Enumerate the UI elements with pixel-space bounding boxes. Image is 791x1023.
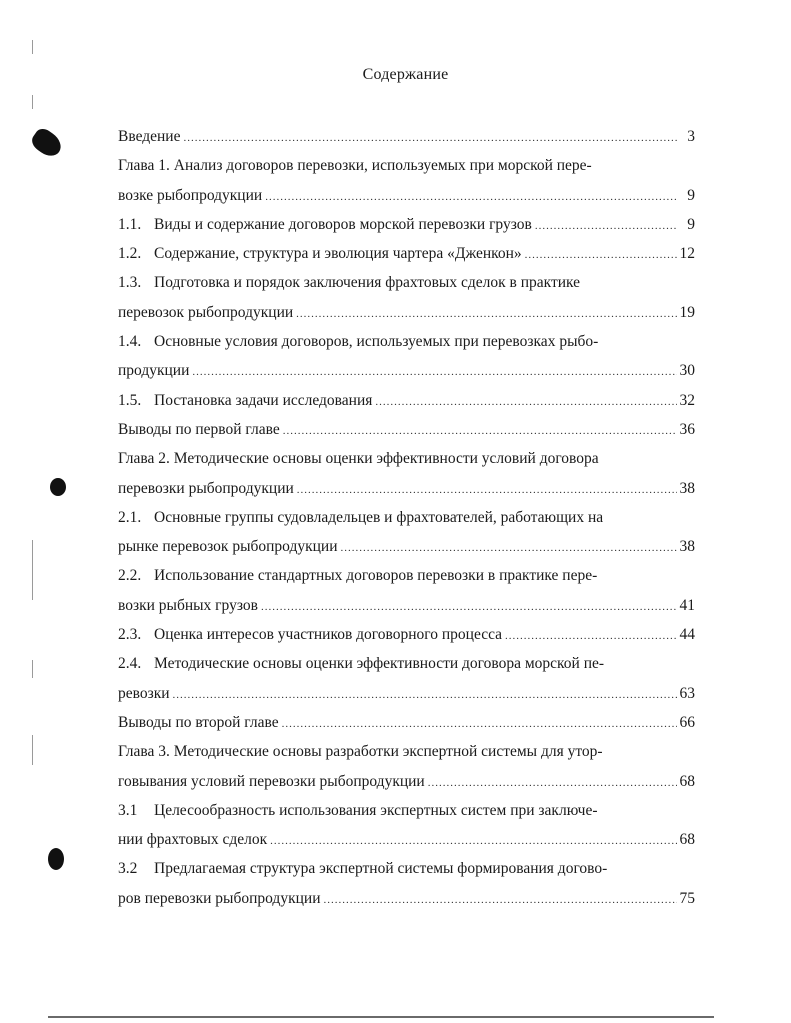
toc-page-number: 41 bbox=[679, 596, 695, 614]
toc-page-number: 36 bbox=[679, 420, 695, 438]
toc-entry-title: ров перевозки рыбопродукции bbox=[118, 889, 321, 907]
toc-entry bbox=[118, 620, 695, 649]
toc-entry-number: 2.4. bbox=[118, 655, 142, 673]
toc-entry-title: рынке перевозок рыбопродукции bbox=[118, 538, 338, 556]
toc-entry-final-line bbox=[118, 210, 695, 239]
toc-entry-final-line bbox=[118, 825, 695, 854]
scan-edge-mark bbox=[32, 40, 33, 54]
toc-entry-final-line bbox=[118, 591, 695, 620]
toc-entry-text bbox=[118, 825, 267, 854]
toc-entry-final-line bbox=[118, 415, 695, 444]
toc-entry-text bbox=[118, 532, 338, 561]
toc-entry-text bbox=[118, 474, 294, 503]
toc-entry-text: Подготовка и порядок заключения фрахтовых сделок в практике bbox=[154, 274, 581, 292]
dot-leader bbox=[323, 886, 677, 915]
toc-entry-text: Глава 1. Анализ договоров перевозки, используемых при морской пере- bbox=[118, 157, 592, 175]
toc-entry-text bbox=[118, 591, 258, 620]
dot-leader bbox=[535, 212, 677, 241]
dot-leader bbox=[270, 827, 677, 856]
toc-page-number: 30 bbox=[679, 362, 695, 380]
toc-page-number: 38 bbox=[679, 538, 695, 556]
toc-entry-text bbox=[118, 620, 502, 649]
dot-leader bbox=[341, 534, 677, 563]
dot-leader bbox=[296, 300, 677, 329]
toc-entry-title: Выводы по первой главе bbox=[118, 420, 280, 438]
toc-page-number: 44 bbox=[679, 626, 695, 644]
toc-entry-number: 3.2 bbox=[118, 860, 138, 878]
toc-entry bbox=[118, 151, 695, 210]
toc-entry bbox=[118, 327, 695, 386]
toc-entry-number: 2.3. bbox=[118, 626, 142, 644]
toc-page-number: 32 bbox=[679, 391, 695, 409]
dot-leader bbox=[283, 417, 677, 446]
scan-edge-mark bbox=[32, 735, 33, 765]
dot-leader bbox=[183, 124, 677, 153]
toc-page-number: 63 bbox=[679, 684, 695, 702]
toc-entry-text: Глава 2. Методические основы оценки эффективности условий договора bbox=[118, 450, 599, 468]
toc-entry bbox=[118, 708, 695, 737]
toc-entry-final-line bbox=[118, 767, 695, 796]
toc-entry-final-line bbox=[118, 620, 695, 649]
toc-entry-text bbox=[118, 122, 180, 151]
toc-entry-line bbox=[118, 649, 695, 678]
toc-entry-line bbox=[118, 796, 695, 825]
toc-entry-number: 1.1. bbox=[118, 215, 142, 233]
toc-entry-number: 3.1 bbox=[118, 801, 138, 819]
toc-entry-text: Методические основы оценки эффективности договора морской пе- bbox=[154, 655, 605, 673]
toc-entry bbox=[118, 268, 695, 327]
toc-entry-final-line bbox=[118, 181, 695, 210]
toc-page-number: 38 bbox=[679, 479, 695, 497]
toc-entry-text bbox=[118, 239, 522, 268]
toc-entry-final-line bbox=[118, 386, 695, 415]
toc-entry-text bbox=[118, 386, 372, 415]
toc-entry-final-line bbox=[118, 884, 695, 913]
toc-entry-text bbox=[118, 356, 189, 385]
toc-page-number: 68 bbox=[679, 772, 695, 790]
toc-entry-text bbox=[118, 708, 279, 737]
dot-leader bbox=[525, 241, 677, 270]
toc-entry-text bbox=[118, 767, 425, 796]
toc-entry-number: 1.3. bbox=[118, 274, 142, 292]
toc-page-number: 3 bbox=[687, 128, 695, 145]
toc-entry-text bbox=[118, 210, 532, 239]
toc-entry-number: 1.4. bbox=[118, 333, 142, 351]
toc-entry-line bbox=[118, 854, 695, 883]
hole-punch-mark-top bbox=[28, 125, 65, 160]
toc-page-number: 19 bbox=[679, 303, 695, 321]
toc-entry-number: 1.5. bbox=[118, 391, 142, 409]
toc-entry-text: Глава 3. Методические основы разработки экспертной системы для утор- bbox=[118, 743, 603, 761]
toc-entry-text: Целесообразность использования экспертных систем при заключе- bbox=[154, 801, 598, 819]
scan-bottom-edge bbox=[48, 1016, 714, 1018]
hole-punch-mark-bottom bbox=[48, 848, 64, 870]
toc-entry-title: говывания условий перевозки рыбопродукции bbox=[118, 772, 425, 790]
toc-entry-title: продукции bbox=[118, 362, 190, 380]
toc-entry-final-line bbox=[118, 474, 695, 503]
toc-entry-text: Основные условия договоров, используемых при перевозках рыбо- bbox=[154, 333, 599, 351]
dot-leader bbox=[375, 388, 677, 417]
toc-entry-title: возке рыбопродукции bbox=[118, 186, 263, 204]
dot-leader bbox=[192, 358, 677, 387]
toc-entry bbox=[118, 444, 695, 503]
toc-entry-final-line bbox=[118, 298, 695, 327]
dot-leader bbox=[428, 769, 677, 798]
toc-entry-title: Выводы по второй главе bbox=[118, 713, 279, 731]
toc-entry-final-line bbox=[118, 532, 695, 561]
toc-entry-line bbox=[118, 503, 695, 532]
toc-entry bbox=[118, 503, 695, 562]
toc-entry-title: возки рыбных грузов bbox=[118, 596, 258, 614]
toc-entry-line bbox=[118, 151, 695, 180]
toc-entry-text bbox=[118, 181, 262, 210]
toc-entry bbox=[118, 210, 695, 239]
toc-entry-title: Виды и содержание договоров морской перевозки грузов bbox=[154, 215, 532, 233]
toc-entry bbox=[118, 649, 695, 708]
toc-page-number: 12 bbox=[679, 245, 695, 263]
toc-page-number: 9 bbox=[687, 215, 695, 233]
hole-punch-mark-middle bbox=[50, 478, 66, 496]
toc-entry bbox=[118, 854, 695, 913]
toc-page-number: 9 bbox=[687, 186, 695, 204]
toc-entry bbox=[118, 122, 695, 151]
toc-entry-title: Оценка интересов участников договорного процесса bbox=[154, 626, 503, 644]
toc-entry-number: 2.2. bbox=[118, 567, 142, 585]
toc-entry-line bbox=[118, 444, 695, 473]
toc-entry-title: перевозок рыбопродукции bbox=[118, 303, 294, 321]
dot-leader bbox=[261, 593, 677, 622]
toc-entry-final-line bbox=[118, 239, 695, 268]
dot-leader bbox=[505, 622, 677, 651]
toc-entry-final-line bbox=[118, 122, 695, 151]
toc-entry-line bbox=[118, 268, 695, 297]
dot-leader bbox=[282, 710, 677, 739]
toc-entry-text bbox=[118, 884, 320, 913]
toc-entry-number: 2.1. bbox=[118, 508, 142, 526]
toc-entry-text bbox=[118, 679, 170, 708]
toc-page-number: 75 bbox=[679, 889, 695, 907]
toc-entry bbox=[118, 796, 695, 855]
toc-entry bbox=[118, 386, 695, 415]
toc-entry-text: Использование стандартных договоров перевозки в практике пере- bbox=[154, 567, 598, 585]
toc-entry-title: Содержание, структура и эволюция чартера «Дженкон» bbox=[154, 245, 522, 263]
scan-edge-mark bbox=[32, 540, 33, 600]
toc-entry-title: Введение bbox=[118, 128, 181, 145]
dot-leader bbox=[265, 183, 677, 212]
toc-entry-title: перевозки рыбопродукции bbox=[118, 479, 294, 497]
toc-page-number: 68 bbox=[679, 831, 695, 849]
toc-entry-text: Предлагаемая структура экспертной системы формирования догово- bbox=[154, 860, 608, 878]
table-of-contents bbox=[118, 122, 695, 913]
toc-entry-final-line bbox=[118, 356, 695, 385]
toc-entry-line bbox=[118, 327, 695, 356]
toc-entry-text bbox=[118, 415, 280, 444]
page-title: Содержание bbox=[362, 66, 449, 83]
toc-entry bbox=[118, 239, 695, 268]
toc-page-number: 66 bbox=[679, 713, 695, 731]
toc-entry-line bbox=[118, 737, 695, 766]
toc-entry-title: Постановка задачи исследования bbox=[154, 391, 373, 409]
toc-entry-title: ревозки bbox=[118, 684, 170, 702]
toc-entry bbox=[118, 561, 695, 620]
dot-leader bbox=[173, 681, 677, 710]
toc-entry-final-line bbox=[118, 708, 695, 737]
scan-edge-mark bbox=[32, 95, 33, 109]
toc-entry-line bbox=[118, 561, 695, 590]
toc-entry-text: Основные группы судовладельцев и фрахтователей, работающих на bbox=[154, 508, 604, 526]
toc-entry-number: 1.2. bbox=[118, 245, 142, 263]
toc-entry-text bbox=[118, 298, 293, 327]
scan-edge-mark bbox=[32, 660, 33, 678]
toc-entry-final-line bbox=[118, 679, 695, 708]
toc-entry bbox=[118, 737, 695, 796]
toc-entry bbox=[118, 415, 695, 444]
toc-entry-title: нии фрахтовых сделок bbox=[118, 831, 268, 849]
dot-leader bbox=[297, 476, 677, 505]
